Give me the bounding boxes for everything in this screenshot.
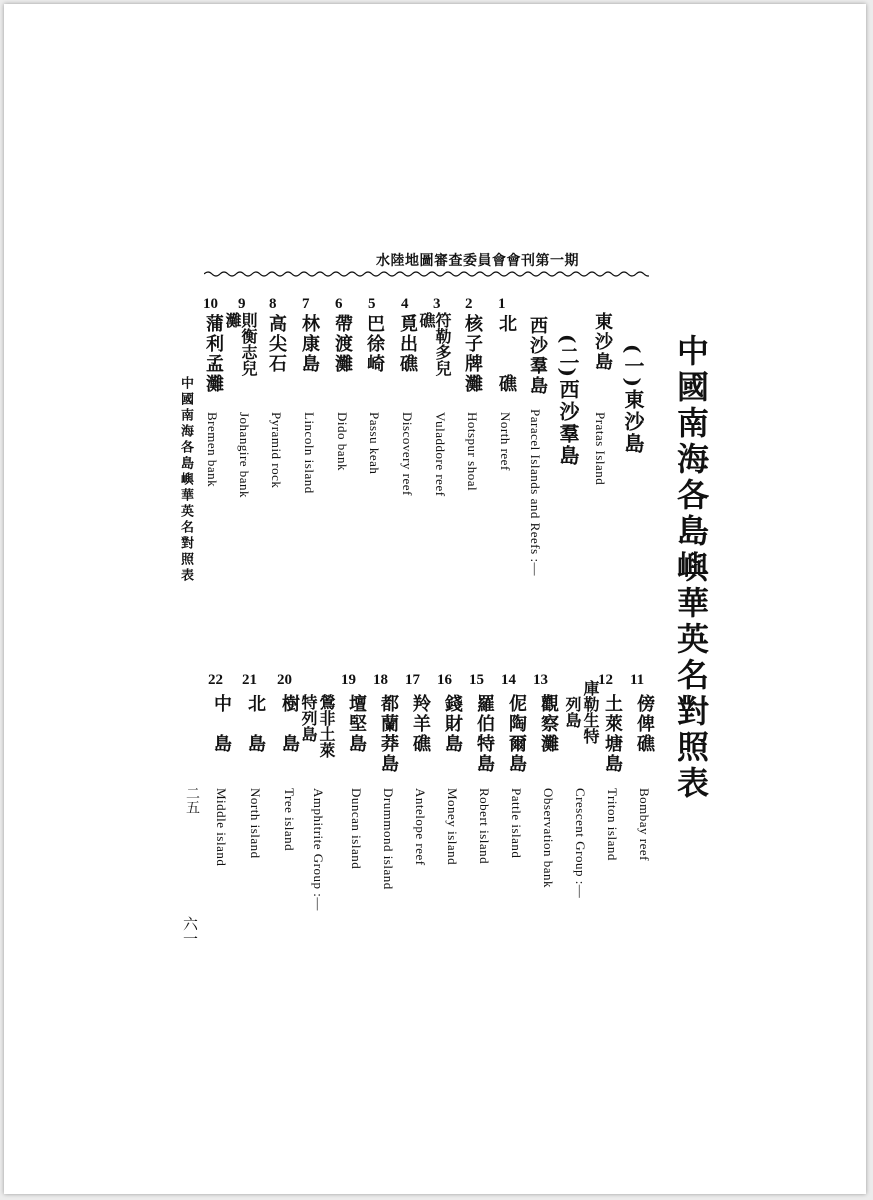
entry-en: Middle island [214,788,229,867]
group-zh-line: 鶯非土萊 [317,694,336,758]
xisha-en: Paracel Islands and Reefs :— [528,409,543,577]
document-page [4,4,866,1194]
entry-en: Triton island [605,788,620,861]
entry-number: 12 [598,672,613,688]
entry-en: Bremen bank [205,412,220,488]
entry-zh: 覓出礁 [397,314,418,374]
entry-en: Bombay reef [637,788,652,862]
entry-en: Observation bank [541,788,556,889]
entry-number: 18 [373,672,388,688]
running-header: 水陸地圖審查委員會會刊第一期 [376,253,579,269]
entry-number: 13 [533,672,548,688]
entry-zh: 樹 島 [279,694,300,754]
entry-en: Robert island [477,788,492,865]
entry-en: Lincoln island [302,412,317,494]
entry-zh: 土萊塘島 [602,694,623,774]
entry-zh-line: 灘 [223,312,242,328]
entry-zh: 壇堅島 [346,694,367,754]
entry-zh: 伲陶爾島 [506,694,527,774]
entry-number: 10 [203,296,218,312]
entry-en: Johangire bank [237,412,252,499]
entry-number: 11 [630,672,645,688]
entry-number: 3 [433,296,441,312]
entry-number: 16 [437,672,452,688]
entry-en: Drummond island [381,788,396,890]
group-en: Amphitrite Group :— [311,788,326,911]
section-xisha-heading: (二)西沙羣島 [556,334,580,467]
entry-zh: 中 島 [211,694,232,754]
entry-zh-line: 礁 [417,312,436,328]
entry-zh: 巴徐崎 [364,314,385,374]
group-zh-line: 庫勒生特 [581,680,600,744]
section-dongsha-heading: (一)東沙島 [621,344,645,455]
entry-number: 20 [277,672,292,688]
entry-zh: 帶渡灘 [332,314,353,374]
group-zh-line: 列島 [563,696,582,728]
entry-number: 8 [269,296,277,312]
entry-zh: 林康島 [299,314,320,374]
entry-number: 6 [335,296,343,312]
header-wavy-rule [204,270,649,278]
entry-number: 2 [465,296,473,312]
table-title: 中國南海各島嶼華英名對照表 [672,334,710,802]
entry-number: 15 [469,672,484,688]
entry-number: 19 [341,672,356,688]
entry-number: 22 [208,672,223,688]
entry-en: North reef [498,412,513,471]
entry-number: 5 [368,296,376,312]
page-number: 六一 [181,916,199,946]
entry-number: 9 [238,296,246,312]
entry-en: North island [248,788,263,859]
entry-number: 4 [401,296,409,312]
entry-en: Passu keah [367,412,382,475]
entry-zh: 都蘭莽島 [378,694,399,774]
entry-en: Vuladdore reef [433,412,448,497]
entry-en: Tree island [282,788,297,852]
entry-number: 21 [242,672,257,688]
entry-en: Duncan island [349,788,364,870]
entry-zh: 北 島 [245,694,266,754]
sidebar-title: 中國南海各島嶼華英名對照表 [178,376,193,584]
entry-number: 7 [302,296,310,312]
entry-number: 1 [498,296,506,312]
entry-en: Pattle island [509,788,524,859]
entry-zh: 觀察灘 [538,694,559,754]
dongsha-zh: 東沙島 [592,312,613,372]
entry-en: Discovery reef [400,412,415,496]
entry-zh: 傍俾礁 [634,694,655,754]
entry-number: 14 [501,672,516,688]
page-number: 二五 [184,786,200,814]
entry-zh: 北 礁 [496,314,517,394]
entry-zh: 羚羊礁 [410,694,431,754]
entry-zh: 核子牌灘 [462,314,483,394]
entry-zh-line: 符勒多兒 [433,312,452,376]
xisha-zh: 西沙羣島 [527,316,548,396]
entry-number: 17 [405,672,420,688]
group-en: Crescent Group :— [573,788,588,899]
entry-en: Money island [445,788,460,866]
entry-zh-line: 則衡志兒 [239,312,258,376]
entry-en: Antelope reef [413,788,428,866]
entry-en: Dido bank [335,412,350,472]
group-zh-line: 特列島 [299,694,318,742]
entry-zh: 錢財島 [442,694,463,754]
entry-en: Pyramid rock [269,412,284,489]
entry-zh: 高尖石 [266,314,287,374]
entry-zh: 蒲利孟灘 [203,314,224,394]
entry-zh: 羅伯特島 [474,694,495,774]
entry-en: Hotspur shoal [465,412,480,492]
dongsha-en: Pratas Island [593,412,608,486]
